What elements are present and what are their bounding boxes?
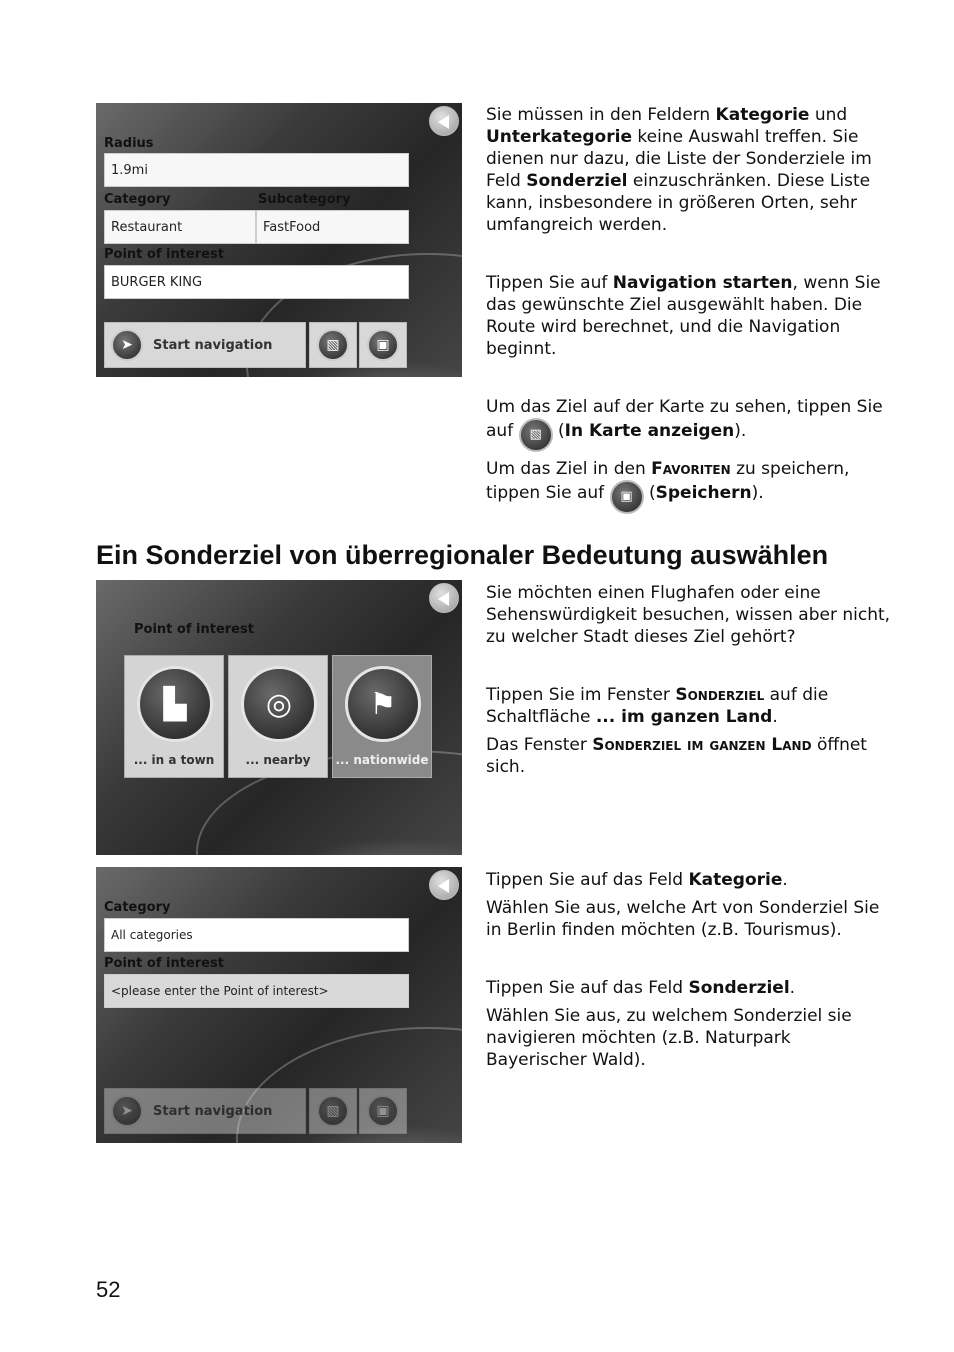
navigation-arrow-icon: ➤	[111, 1095, 143, 1127]
category-field[interactable]: All categories	[104, 918, 409, 952]
text-span: Tippen Sie auf das Feld	[486, 870, 689, 890]
radius-field[interactable]: 1.9mi	[104, 153, 409, 187]
poi-label: Point of interest	[104, 956, 224, 971]
section-heading: Ein Sonderziel von überregionaler Bedeutung auswählen	[96, 540, 829, 570]
small-caps-term: Favoriten	[651, 459, 731, 479]
small-caps-term: Sonderziel im ganzen Land	[592, 735, 812, 755]
poi-field[interactable]: <please enter the Point of interest>	[104, 974, 409, 1008]
paragraph: Wählen Sie aus, welche Art von Sonderziel Sie in Berlin finden möchten (z.B. Tourismus).	[486, 898, 880, 940]
text-span: .	[782, 870, 788, 890]
show-on-map-button[interactable]	[309, 322, 357, 368]
bold-term: Sonderziel	[526, 171, 628, 191]
start-navigation-label: Start navigation	[153, 337, 273, 353]
bold-term: Navigation starten	[612, 273, 793, 293]
back-button[interactable]	[429, 870, 459, 900]
text-span: Um das Ziel auf der Karte zu sehen, tippen Sie auf	[486, 397, 883, 441]
save-button[interactable]	[359, 322, 407, 368]
text-span: Um das Ziel in den	[486, 459, 652, 479]
text-span: Das Fenster	[486, 735, 593, 755]
start-navigation-label: Start navigation	[153, 1103, 273, 1119]
show-on-map-button[interactable]	[309, 1088, 357, 1134]
paragraph	[486, 458, 896, 514]
category-label: Category	[104, 192, 171, 207]
paragraph	[486, 869, 896, 891]
tile-nationwide[interactable]	[332, 655, 432, 778]
floppy-disk-icon: ▣	[367, 1095, 399, 1127]
start-navigation-button[interactable]	[104, 322, 306, 368]
tile-in-a-town[interactable]	[124, 655, 224, 778]
instructions-block-3	[486, 869, 896, 1071]
start-navigation-button[interactable]	[104, 1088, 306, 1134]
radius-label: Radius	[104, 136, 154, 151]
category-field[interactable]: Restaurant	[104, 210, 256, 244]
text-span: ).	[734, 421, 747, 441]
text-span: .	[789, 978, 796, 998]
floppy-disk-icon: ▣	[367, 329, 399, 361]
poi-label: Point of interest	[134, 622, 254, 637]
target-icon: ◎	[241, 666, 317, 742]
text-span: Tippen Sie im Fenster	[486, 685, 676, 705]
bold-term: Kategorie	[715, 105, 810, 125]
map-icon: ▧	[519, 418, 553, 452]
text-span: .	[772, 707, 778, 727]
tile-label: ... nearby	[245, 753, 311, 767]
poi-label: Point of interest	[104, 247, 224, 262]
tile-label: ... in a town	[133, 753, 215, 767]
screenshot-poi-mode	[96, 580, 462, 855]
text-span: , wenn Sie das gewünschte Ziel ausgewählt haben. Die Route wird berechnet, und die Navigation beginnt.	[486, 273, 881, 359]
bold-term: ... im ganzen Land	[595, 707, 773, 727]
floppy-disk-icon: ▣	[610, 480, 644, 514]
small-caps-term: Sonderziel	[675, 685, 765, 705]
text-span: keine Auswahl treffen. Sie dienen nur dazu, die Liste der Sonderziele im Feld	[486, 127, 872, 191]
text-span: auf die Schaltfläche	[486, 685, 829, 727]
map-icon: ▧	[317, 329, 349, 361]
poi-field[interactable]: BURGER KING	[104, 265, 409, 299]
screenshot-poi-details	[96, 103, 462, 377]
text-span: Sie müssen in den Feldern	[486, 105, 716, 125]
screenshot-poi-nationwide	[96, 867, 462, 1143]
paragraph	[486, 734, 896, 778]
category-label: Category	[104, 900, 171, 915]
map-icon: ▧	[317, 1095, 349, 1127]
bold-term: Kategorie	[688, 870, 783, 890]
paragraph: Wählen Sie aus, zu welchem Sonderziel sie navigieren möchten (z.B. Naturpark Bayerischer Wald).	[486, 1006, 852, 1070]
text-span: ).	[751, 483, 764, 503]
tile-label: ... nationwide	[335, 753, 429, 767]
instructions-block-1	[486, 104, 896, 514]
tile-nearby[interactable]	[228, 655, 328, 778]
text-span: einzuschränken. Diese Liste kann, insbesondere in größeren Orten, sehr umfangreich werden.	[486, 171, 871, 235]
subcategory-field[interactable]: FastFood	[256, 210, 409, 244]
text-span: Tippen Sie auf	[486, 273, 613, 293]
navigation-arrow-icon: ➤	[111, 329, 143, 361]
text-span: Tippen Sie auf das Feld	[486, 978, 689, 998]
back-button[interactable]	[429, 583, 459, 613]
bold-term: Sonderziel	[688, 978, 790, 998]
paragraph	[486, 977, 896, 999]
subcategory-label: Subcategory	[258, 192, 351, 207]
bold-term: Speichern	[655, 483, 752, 503]
paragraph	[486, 684, 896, 728]
city-icon: ▙	[137, 666, 213, 742]
paragraph: Sie möchten einen Flughafen oder eine Sehenswürdigkeit besuchen, wissen aber nicht, zu welcher Stadt dieses Ziel gehört?	[486, 583, 891, 647]
save-button[interactable]	[359, 1088, 407, 1134]
flags-icon: ⚑	[345, 666, 421, 742]
bold-term: In Karte anzeigen	[564, 421, 735, 441]
paragraph	[486, 396, 896, 452]
page-number: 52	[96, 1277, 121, 1302]
paragraph	[486, 272, 896, 360]
back-button[interactable]	[429, 106, 459, 136]
bold-term: Unterkategorie	[486, 127, 632, 147]
paragraph	[486, 104, 896, 236]
text-span: (	[643, 483, 656, 503]
instructions-block-2	[486, 582, 896, 778]
text-span: öffnet sich.	[486, 735, 867, 777]
text-span: und	[809, 105, 848, 125]
text-span: (	[552, 421, 565, 441]
text-span: zu speichern, tippen Sie auf	[486, 459, 850, 503]
